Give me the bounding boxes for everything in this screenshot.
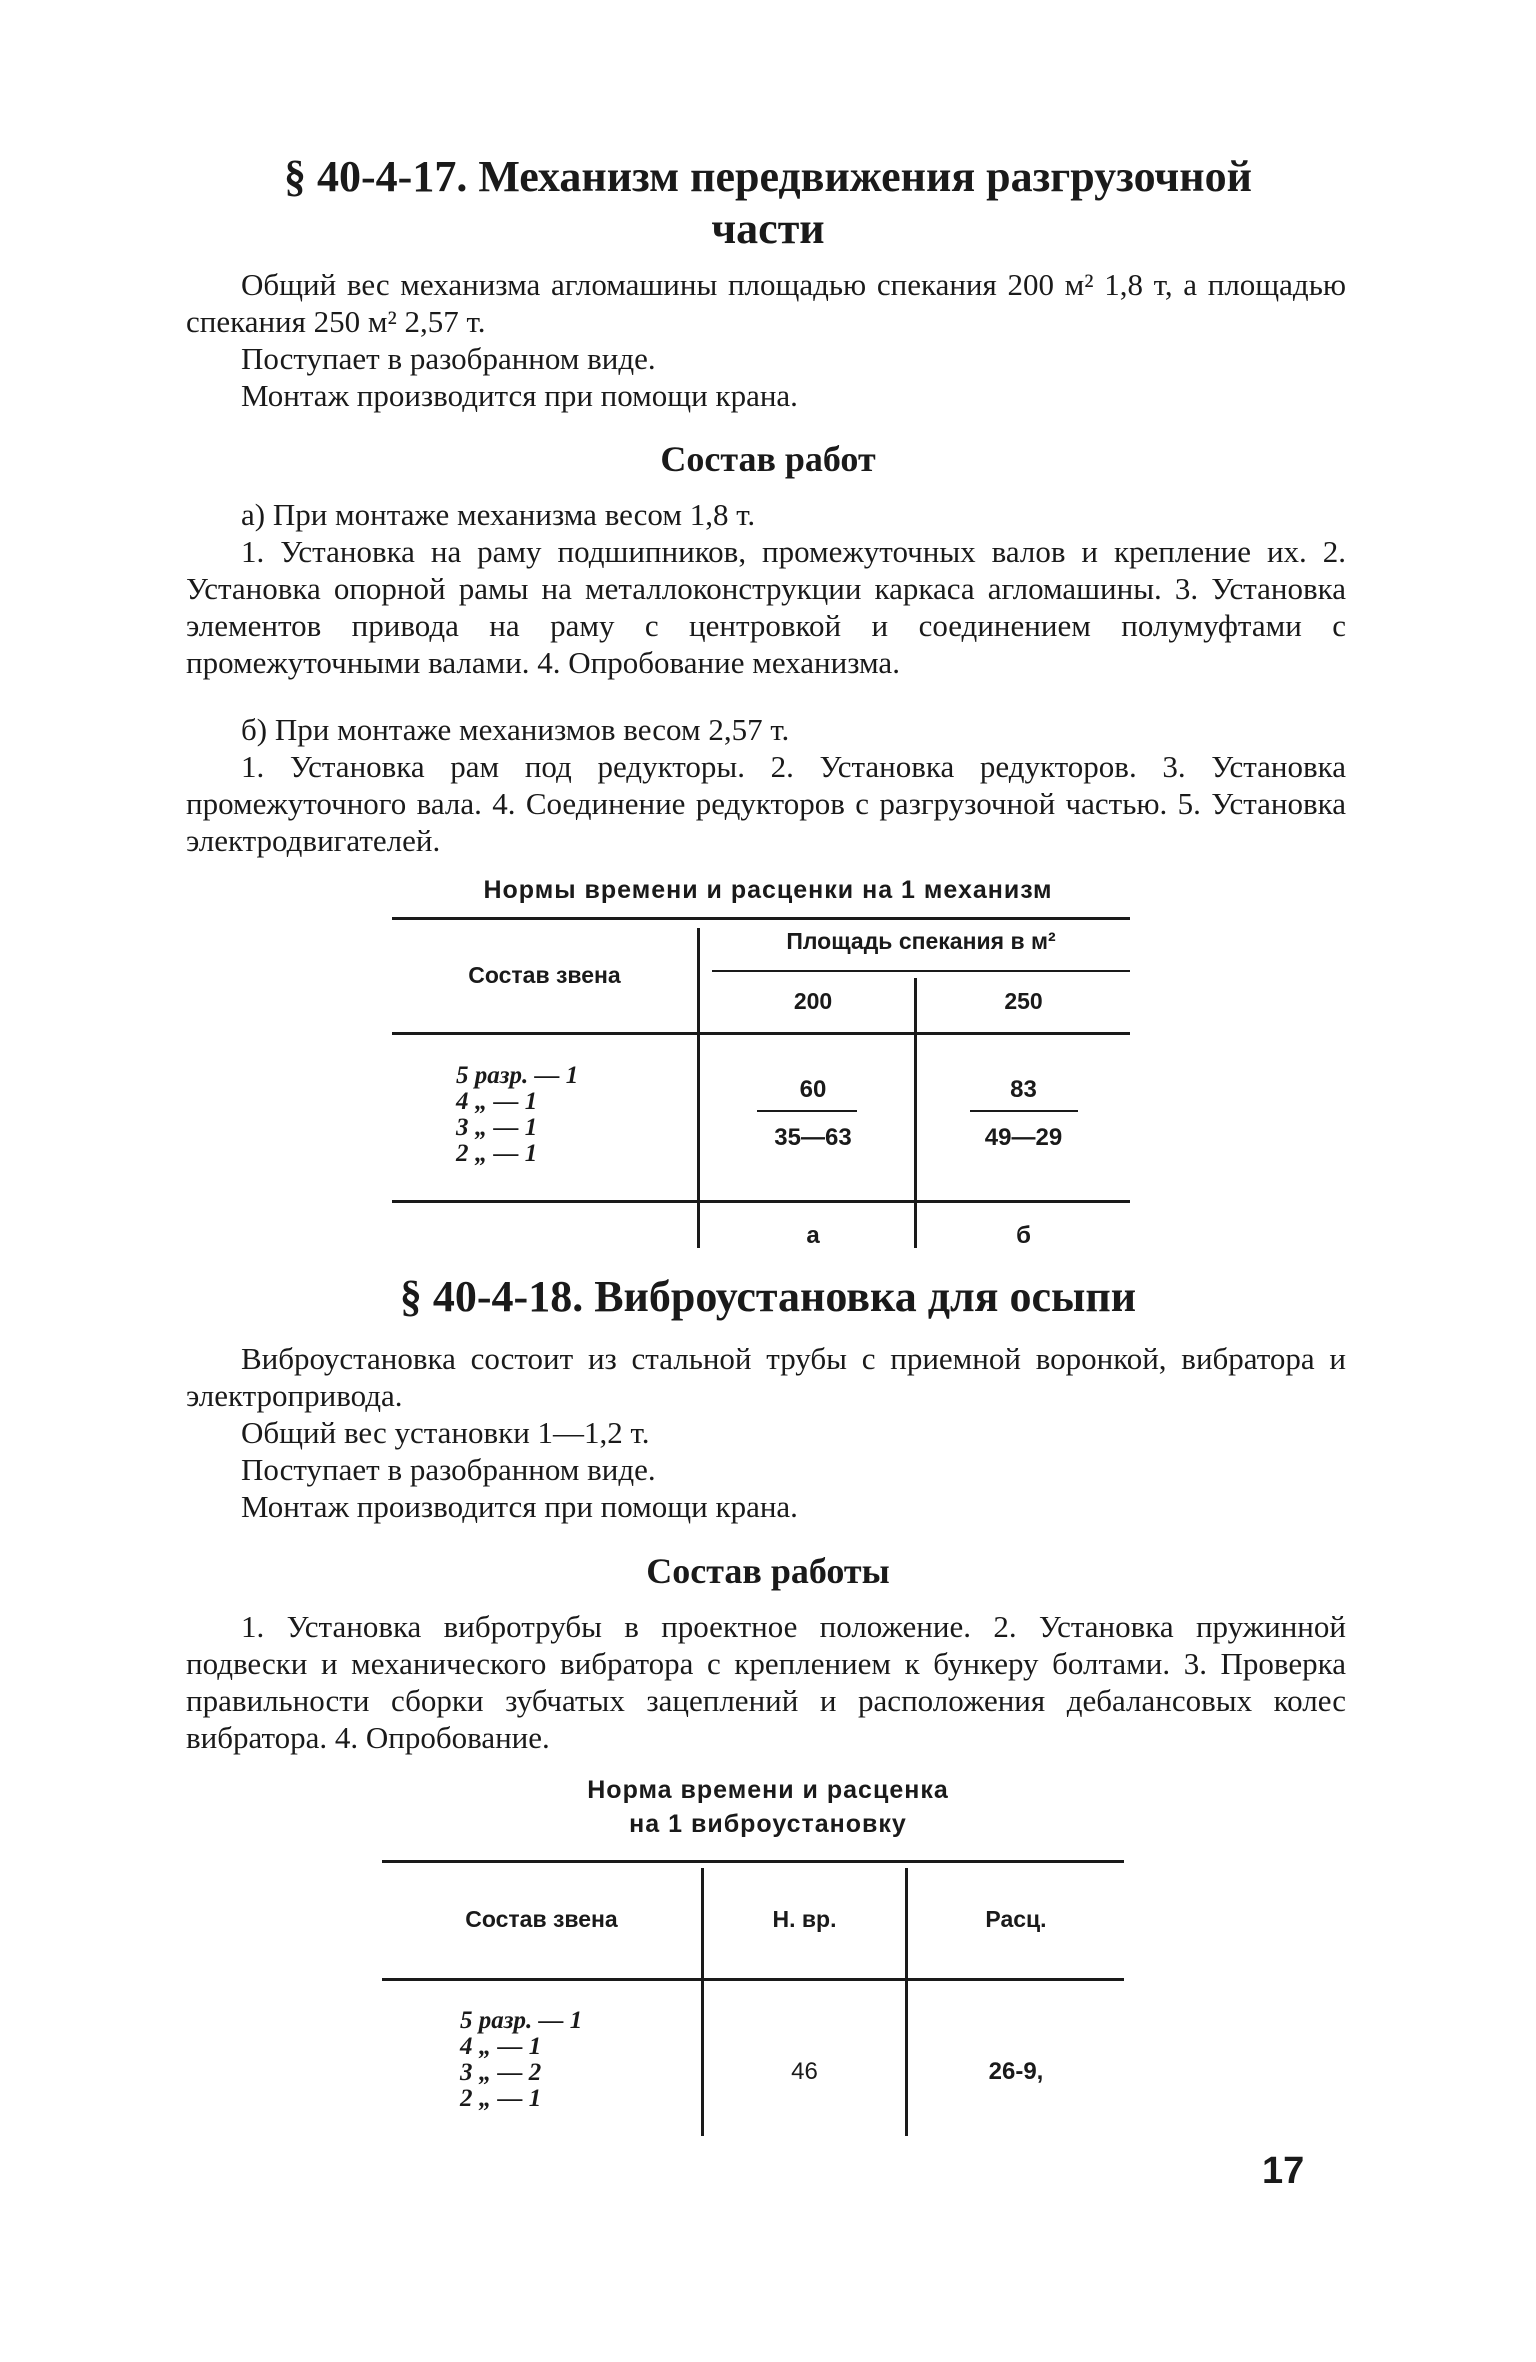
- section-title-continued: части: [711, 204, 825, 253]
- table1-col-area: Площадь спекания в м²: [786, 928, 1056, 954]
- intro-delivery: Поступает в разобранном виде.: [241, 341, 656, 376]
- table1-col-250: 250: [1004, 988, 1043, 1014]
- intro-weight: Общий вес механизма агломашины площадью спекания 200 м² 1,8 т, а площадью спекания 250 м² 2,57 т.: [186, 267, 1346, 339]
- table2-crew: [460, 2008, 690, 2112]
- index-a: а: [806, 1222, 820, 1249]
- table1-header-rule: [712, 970, 1130, 972]
- norm-250: 83: [1010, 1076, 1037, 1103]
- fraction-line-200: [757, 1110, 857, 1112]
- table2-col-norm: Н. вр.: [772, 1906, 837, 1932]
- crew-row: 2 „ — 1: [460, 2085, 542, 2112]
- table1-col-divider: [697, 928, 700, 1248]
- intro-mounting: Монтаж производится при помощи крана.: [241, 378, 798, 413]
- table2-caption-continued: на 1 виброустановку: [629, 1810, 907, 1838]
- section2-title: § 40-4-18. Виброустановка для осыпи: [399, 1272, 1137, 1321]
- section2-intro-delivery: Поступает в разобранном виде.: [241, 1452, 656, 1487]
- table2-norm: 46: [791, 2058, 818, 2085]
- table1-col-crew: Состав звена: [468, 962, 621, 988]
- table1-col-divider-2: [914, 978, 917, 1248]
- part-b-heading: б) При монтаже механизмов весом 2,57 т.: [241, 712, 790, 747]
- norm-200: 60: [799, 1076, 827, 1103]
- table2-price: 26-9,: [988, 2058, 1044, 2085]
- table1-col-200: 200: [793, 988, 833, 1014]
- table1-crew: [456, 1063, 686, 1167]
- work-subheading: Состав работ: [660, 439, 876, 479]
- crew-row: 5 разр. — 1: [460, 2007, 583, 2034]
- table2-col-price: Расц.: [985, 1906, 1047, 1932]
- table2-top-rule: [382, 1860, 1124, 1863]
- crew-row: 3 „ — 2: [460, 2059, 542, 2086]
- price-200: 35—63: [774, 1124, 852, 1151]
- section2-intro-weight: Общий вес установки 1—1,2 т.: [241, 1415, 650, 1450]
- part-a-heading: а) При монтаже механизма весом 1,8 т.: [241, 497, 756, 532]
- table2-body-rule: [382, 1978, 1124, 1981]
- table1-bottom-rule: [392, 1200, 1130, 1203]
- crew-row: 4 „ — 1: [460, 2033, 542, 2060]
- table1-top-rule: [392, 917, 1130, 920]
- section2-work-text: 1. Установка вибротрубы в проектное положение. 2. Установка пружинной подвески и механического вибратора с креплением к бункеру болтами. 3. Проверка правильности сборки зубчатых зацеплений и расположения дебалансовых колес вибратора. 4. Опробование.: [186, 1609, 1346, 1755]
- page-number: 17: [1262, 2150, 1305, 2192]
- part-b-text: 1. Установка рам под редукторы. 2. Установка редукторов. 3. Установка промежуточного вала. 4. Соединение редукторов с разгрузочной частью. 5. Установка электродвигателей.: [186, 749, 1346, 858]
- crew-row: 3 „ — 1: [456, 1114, 538, 1141]
- fraction-line-250: [970, 1110, 1078, 1112]
- table2-caption: Норма времени и расценка: [587, 1776, 949, 1804]
- crew-row: 2 „ — 1: [456, 1140, 538, 1167]
- table1-caption: Нормы времени и расценки на 1 механизм: [483, 876, 1053, 904]
- section2-subheading: Состав работы: [646, 1551, 890, 1591]
- section2-intro-description: Виброустановка состоит из стальной трубы с приемной воронкой, вибратора и электропривода.: [186, 1341, 1346, 1413]
- section2-intro-mounting: Монтаж производится при помощи крана.: [241, 1489, 798, 1524]
- price-250: 49—29: [984, 1124, 1063, 1151]
- crew-row: 5 разр. — 1: [456, 1062, 579, 1089]
- table2-col-crew: Состав звена: [465, 1906, 618, 1932]
- crew-row: 4 „ — 1: [456, 1088, 538, 1115]
- table1-body-rule: [392, 1032, 1130, 1035]
- section-title: § 40-4-17. Механизм передвижения разгрузочной: [284, 152, 1252, 201]
- part-a-text: 1. Установка на раму подшипников, промежуточных валов и крепление их. 2. Установка опорной рамы на металлоконструкции каркаса агломашины. 3. Установка элементов привода на раму с центровкой и соединением полумуфтами с промежуточными валами. 4. Опробование механизма.: [186, 534, 1346, 680]
- index-b: б: [1016, 1222, 1031, 1249]
